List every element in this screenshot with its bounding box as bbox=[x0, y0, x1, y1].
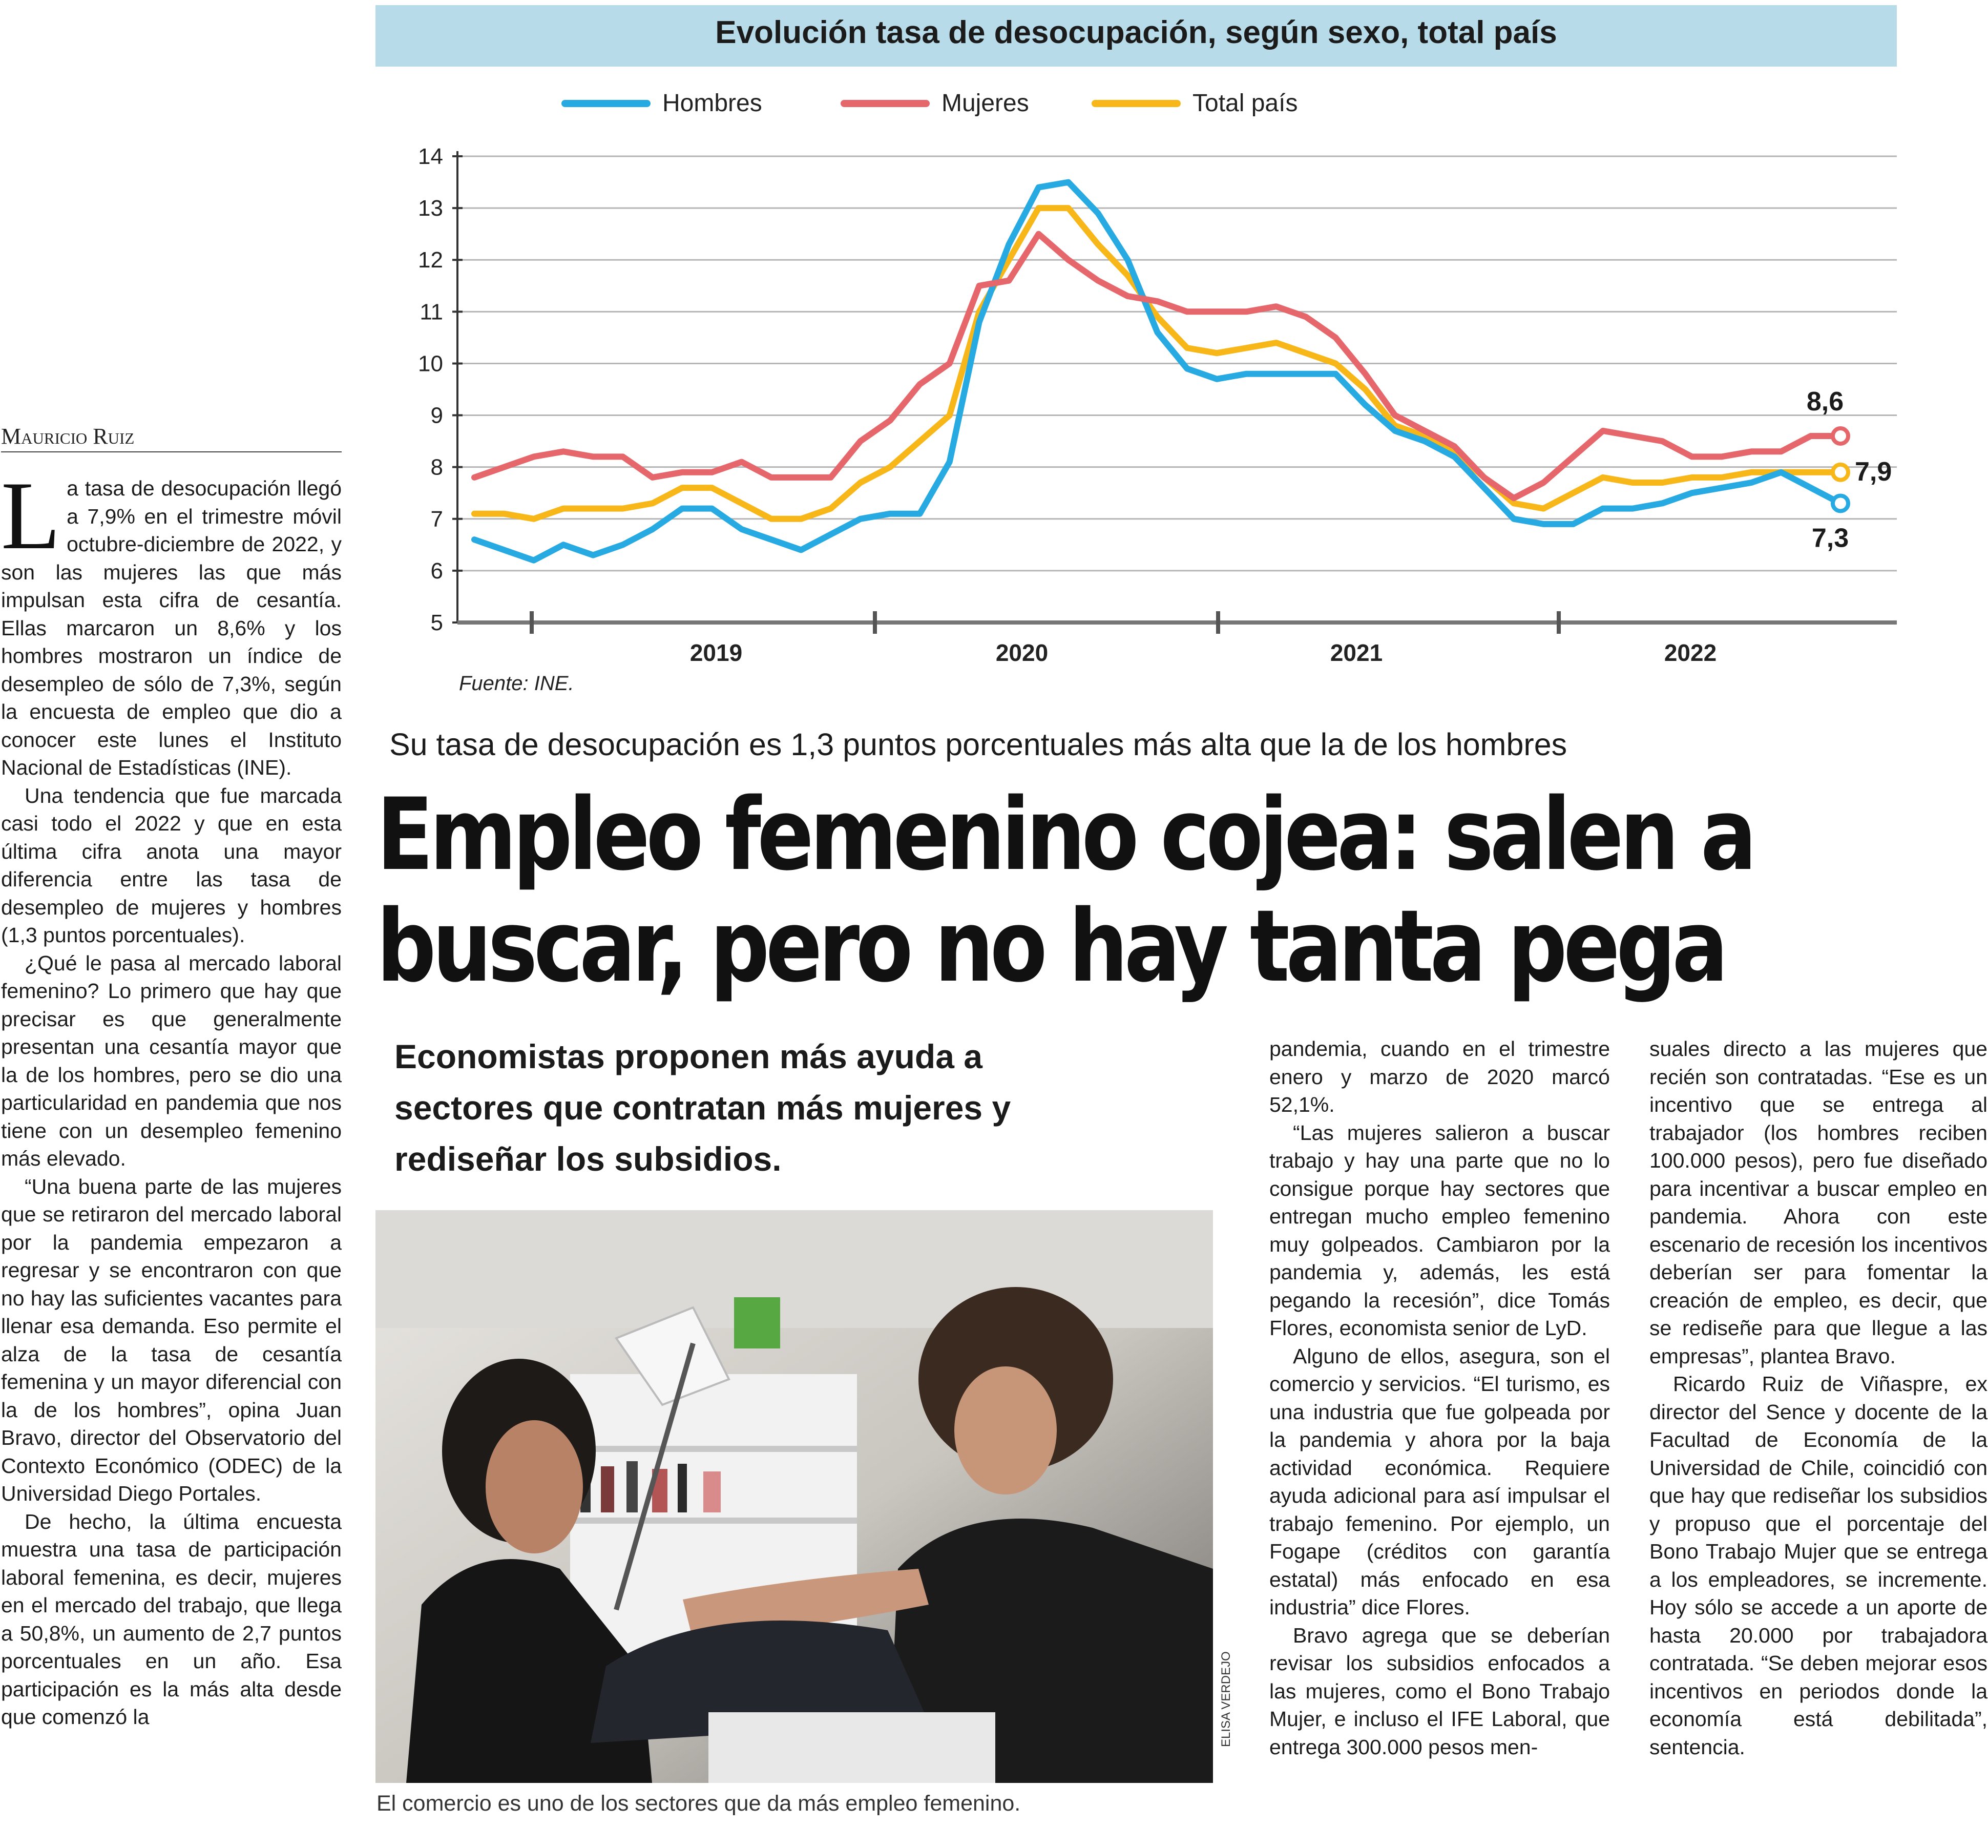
y-tick-label: 9 bbox=[430, 403, 443, 428]
y-tick-label: 12 bbox=[418, 247, 443, 273]
headline bbox=[376, 777, 1753, 1004]
article-column-1 bbox=[1, 462, 342, 1731]
drop-cap: L bbox=[1, 462, 61, 570]
x-year-label: 2021 bbox=[1330, 639, 1383, 666]
y-tick-label: 7 bbox=[430, 506, 443, 532]
paragraph: ¿Qué le pasa al mercado laboral femenino? Lo primero que hay que precisar es que generalmente presentan una cesantía mayor que la de los hombres, pero se dio una particularidad en pandemia que nos tiene con un desempleo femenino más elevado. bbox=[1, 951, 342, 1170]
y-tick-label: 14 bbox=[418, 144, 443, 169]
paragraph: “Una buena parte de las mujeres que se retiraron del mercado laboral por la pandemia empezaron a regresar y se encontraron con que no hay las suficientes vacantes para llenar esa demanda. Eso permite el alza de la tasa de cesantía femenina y un mayor diferencial con la de los hombres”, opina Juan Bravo, director del Observatorio del Contexto Económico (ODEC) de la Universidad Diego Portales. bbox=[1, 1174, 342, 1505]
subheadline: Su tasa de desocupación es 1,3 puntos porcentuales más alta que la de los hombres bbox=[389, 727, 1567, 762]
photo-caption: El comercio es uno de los sectores que da más empleo femenino. bbox=[376, 1791, 1021, 1816]
photo-credit: ELISA VERDEJO bbox=[1219, 1651, 1233, 1747]
article-column-3 bbox=[1269, 1035, 1610, 1761]
y-tick-label: 5 bbox=[430, 610, 443, 635]
end-point-marker bbox=[1833, 495, 1848, 511]
photo-illustration bbox=[375, 1210, 1213, 1783]
deck: Economistas proponen más ayuda a sectores que contratan más mujeres y rediseñar los subsidios. bbox=[394, 1037, 1011, 1178]
legend-label: Hombres bbox=[662, 90, 762, 117]
paragraph: suales directo a las mujeres que recién son contratadas. “Ese es un incentivo que se entrega al trabajador (los hombres reciben 100.000 pesos), pero fue diseñado para incentivar a buscar empleo en pandemia. Ahora con este escenario de recesión los incentivos deberían ser para fomentar la creación de empleo, es decir, que se rediseñe para que llegue a las empresas”, plantea Bravo. bbox=[1649, 1037, 1987, 1368]
byline: Mauricio Ruiz bbox=[1, 423, 342, 452]
series-line-mujeres bbox=[474, 234, 1840, 499]
x-year-label: 2020 bbox=[995, 639, 1049, 666]
series-line-hombres bbox=[474, 182, 1840, 560]
y-tick-label: 6 bbox=[430, 558, 443, 584]
paragraph: Bravo agrega que se deberían revisar los subsidios enfocados a las mujeres, como el Bono Trabajo Mujer, e incluso el IFE Laboral, que entrega 300.000 pesos men- bbox=[1269, 1623, 1610, 1759]
paragraph: Una tendencia que fue marcada casi todo el 2022 y que en esta última cifra anota una mayor diferencia entre las tasa de desempleo de mujeres y hombres (1,3 puntos porcentuales). bbox=[1, 783, 342, 947]
y-tick-label: 13 bbox=[418, 196, 443, 221]
legend-label: Total país bbox=[1192, 90, 1298, 117]
headline-line-1: Empleo femenino cojea: salen a bbox=[376, 777, 1753, 892]
chart-series bbox=[474, 182, 1840, 560]
unemployment-line-chart bbox=[375, 72, 1912, 669]
chart-axes bbox=[418, 144, 1897, 666]
article-column-4 bbox=[1649, 1035, 1987, 1761]
paragraph: pandemia, cuando en el trimestre enero y marzo de 2020 marcó 52,1%. bbox=[1269, 1037, 1610, 1116]
end-point-marker bbox=[1833, 428, 1848, 444]
paragraph: Ricardo Ruiz de Viñaspre, ex director del Sence y docente de la Facultad de Economía de la Universidad de Chile, coincidió con que hay que rediseñar los subsidios y propuso que el porcentaje del Bono Trabajo Mujer que se entrega a los empleadores, se incremente. Hoy sólo se accede a un aporte de hasta 20.000 por trabajadora contratada. “Se deben mejorar esos incentivos en periodos donde la economía está debilitada”, sentencia. bbox=[1649, 1372, 1987, 1759]
x-year-label: 2022 bbox=[1664, 639, 1717, 666]
end-value-label: 7,3 bbox=[1811, 523, 1849, 553]
end-point-marker bbox=[1833, 465, 1848, 480]
legend-label: Mujeres bbox=[941, 90, 1029, 117]
news-photo bbox=[375, 1210, 1213, 1783]
paragraph: Alguno de ellos, asegura, son el comercio y servicios. “El turismo, es una industria que fue golpeada por la pandemia y ahora por la baja actividad económica. Requiere ayuda adicional para así impulsar el trabajo femenino. Por ejemplo, un Fogape (créditos con garantía estatal) más enfocado en esa industria” dice Flores. bbox=[1269, 1344, 1610, 1619]
headline-line-2: buscar, pero no hay tanta pega bbox=[376, 888, 1725, 1004]
paragraph: De hecho, la última encuesta muestra una tasa de participación laboral femenina, es decir, mujeres en el mercado del trabajo, que llega a 50,8%, un aumento de 2,7 puntos porcentuales en un año. Esa participación es la más alta desde que comenzó la bbox=[1, 1509, 342, 1729]
chart-title: Evolución tasa de desocupación, según sexo, total país bbox=[715, 15, 1557, 50]
y-tick-label: 11 bbox=[420, 299, 443, 325]
chart-source: Fuente: INE. bbox=[459, 672, 574, 695]
paragraph: La tasa de desocupación llegó a 7,9% en el trimestre móvil octubre-diciembre de 2022, y son las mujeres las que más impulsan esta cifra de cesantía. Ellas marcaron un 8,6% y los hombres mostraron un índice de desempleo de sólo de 7,3%, según la encuesta de empleo que dio a conocer este lunes el Instituto Nacional de Estadísticas (INE). bbox=[1, 462, 342, 779]
end-value-label: 8,6 bbox=[1806, 387, 1844, 417]
y-tick-label: 10 bbox=[418, 351, 443, 377]
chart-gridlines bbox=[457, 156, 1897, 571]
x-year-label: 2019 bbox=[689, 639, 743, 666]
chart-legend bbox=[565, 90, 1298, 117]
paragraph: “Las mujeres salieron a buscar trabajo y hay una parte que no lo consigue porque hay sectores que entregan mucho empleo femenino muy golpeados. Cambiaron por la pandemia y, además, les está pegando la recesión”, dice Tomás Flores, economista senior de LyD. bbox=[1269, 1120, 1610, 1340]
end-value-label: 7,9 bbox=[1855, 456, 1892, 487]
y-tick-label: 8 bbox=[430, 454, 443, 480]
